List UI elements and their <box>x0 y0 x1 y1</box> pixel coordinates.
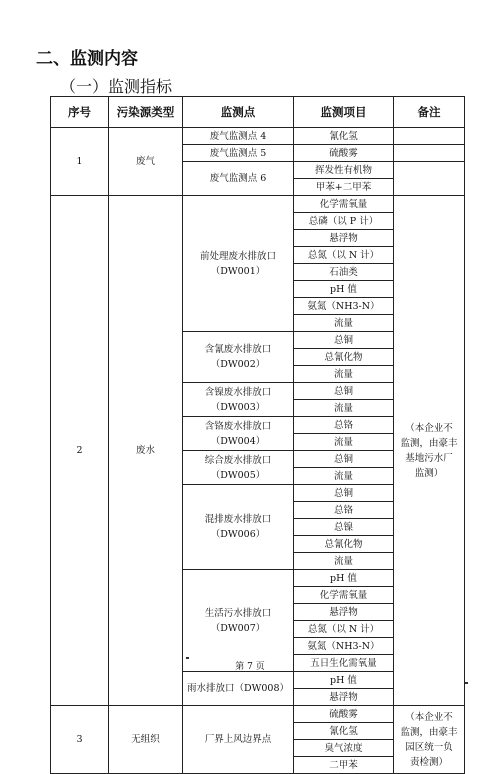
item-cell: 悬浮物 <box>294 604 394 621</box>
point-cell <box>183 383 294 417</box>
remark-line: 监测，由豪丰 <box>400 437 458 449</box>
item-cell: 总铜 <box>294 451 394 468</box>
point-name: 含镍废水排放口 <box>204 386 272 398</box>
header-monitor-item: 监测项目 <box>294 97 394 128</box>
seq-cell: 3 <box>51 706 109 774</box>
remark-cell <box>394 128 465 145</box>
source-type-cell: 无组织 <box>109 706 183 774</box>
item-cell: 五日生化需氧量 <box>294 655 394 672</box>
point-code: （DW001） <box>210 265 266 277</box>
point-cell: 废气监测点 5 <box>183 145 294 162</box>
point-code: （DW005） <box>210 469 266 481</box>
item-cell: 总铜 <box>294 485 394 502</box>
item-cell: 氰化氢 <box>294 128 394 145</box>
subsection-heading: （一）监测指标 <box>60 77 173 96</box>
item-cell: 挥发性有机物 <box>294 162 394 179</box>
point-cell: 厂界上风边界点 <box>183 706 294 774</box>
point-cell <box>183 196 294 332</box>
point-cell <box>183 332 294 383</box>
remark-line: 园区统一负 <box>405 741 453 753</box>
remark-line: （本企业不 <box>405 711 453 723</box>
point-code: （DW002） <box>210 359 266 370</box>
header-remark: 备注 <box>394 97 465 128</box>
item-cell: 臭气浓度 <box>294 740 394 757</box>
item-cell: 总氮（以 N 计） <box>294 621 394 638</box>
item-cell: 流量 <box>294 434 394 451</box>
header-seq: 序号 <box>51 97 109 128</box>
item-cell: 化学需氧量 <box>294 196 394 213</box>
item-cell: 氨氮（NH3-N） <box>294 298 394 315</box>
point-name: 含氰废水排放口 <box>204 344 272 355</box>
seq-cell: 2 <box>51 196 109 706</box>
item-cell: 流量 <box>294 366 394 383</box>
item-cell: 流量 <box>294 315 394 332</box>
remark-cell <box>394 162 465 196</box>
point-code: （DW004） <box>210 435 266 447</box>
item-cell: pH 值 <box>294 570 394 587</box>
monitoring-table <box>50 96 465 774</box>
item-cell: 总铬 <box>294 502 394 519</box>
item-cell: 石油类 <box>294 264 394 281</box>
item-cell: pH 值 <box>294 672 394 689</box>
point-name: 含铬废水排放口 <box>204 420 272 432</box>
remark-line: 责检测） <box>409 756 448 768</box>
point-cell <box>183 570 294 672</box>
item-cell: 总铬 <box>294 417 394 434</box>
source-type-cell: 废水 <box>109 196 183 706</box>
point-code: （DW007） <box>210 622 266 634</box>
item-cell: 二甲苯 <box>294 757 394 774</box>
seq-cell: 1 <box>51 128 109 196</box>
scan-mark <box>465 682 468 684</box>
table-header-row <box>51 97 465 128</box>
table-row <box>51 706 465 723</box>
item-cell: 总氰化物 <box>294 536 394 553</box>
point-cell <box>183 485 294 570</box>
point-cell: 废气监测点 6 <box>183 162 294 196</box>
item-cell: 悬浮物 <box>294 689 394 706</box>
point-name: 生活污水排放口 <box>204 607 272 619</box>
item-cell: 化学需氧量 <box>294 587 394 604</box>
item-cell: 流量 <box>294 400 394 417</box>
table-body <box>51 128 465 774</box>
item-cell: 总铜 <box>294 383 394 400</box>
remark-cell <box>394 196 465 706</box>
point-name: 雨水排放口（DW008） <box>186 683 289 694</box>
item-cell: 氰化氢 <box>294 723 394 740</box>
remark-cell <box>394 706 465 774</box>
page-number: 第 7 页 <box>235 662 265 672</box>
point-cell <box>183 417 294 451</box>
item-cell: 硫酸雾 <box>294 145 394 162</box>
point-code: （DW003） <box>210 401 266 413</box>
remark-cell <box>394 145 465 162</box>
item-cell: 总铜 <box>294 332 394 349</box>
point-name: 综合废水排放口 <box>204 454 272 466</box>
point-cell <box>183 672 294 706</box>
item-cell: 总氮（以 N 计） <box>294 247 394 264</box>
item-cell: pH 值 <box>294 281 394 298</box>
table-row <box>51 128 465 145</box>
item-cell: 总磷（以 P 计） <box>294 213 394 230</box>
item-cell: 总镍 <box>294 519 394 536</box>
item-cell: 甲苯+二甲苯 <box>294 179 394 196</box>
remark-line: 监测） <box>414 467 444 479</box>
section-heading: 二、监测内容 <box>36 49 138 69</box>
header-source-type: 污染源类型 <box>109 97 183 128</box>
item-cell: 流量 <box>294 468 394 485</box>
remark-line: （本企业不 <box>405 422 453 434</box>
remark-line: 基地污水厂 <box>405 452 453 464</box>
point-name: 前处理废水排放口 <box>199 250 276 262</box>
item-cell: 总氰化物 <box>294 349 394 366</box>
table-row <box>51 196 465 213</box>
point-name: 混排废水排放口 <box>204 514 272 525</box>
header-monitor-point: 监测点 <box>183 97 294 128</box>
scan-mark <box>186 657 189 659</box>
point-cell <box>183 451 294 485</box>
item-cell: 氨氮（NH3-N） <box>294 638 394 655</box>
item-cell: 流量 <box>294 553 394 570</box>
source-type-cell: 废气 <box>109 128 183 196</box>
item-cell: 硫酸雾 <box>294 706 394 723</box>
item-cell: 悬浮物 <box>294 230 394 247</box>
remark-line: 监测，由豪丰 <box>400 726 458 738</box>
point-cell: 废气监测点 4 <box>183 128 294 145</box>
point-code: （DW006） <box>210 529 266 540</box>
